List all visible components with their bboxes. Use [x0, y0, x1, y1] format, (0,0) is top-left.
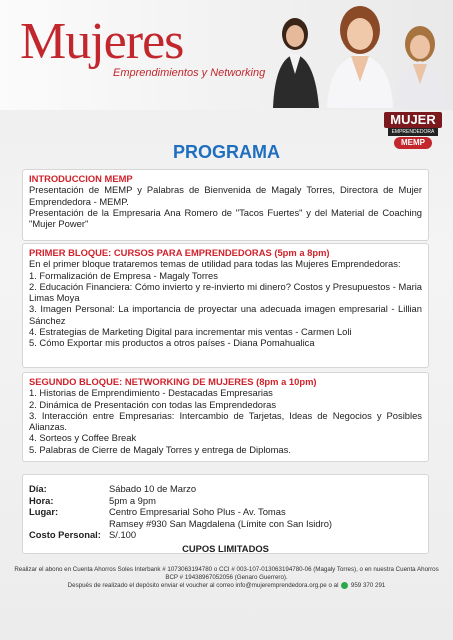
list-item: 2. Dinámica de Presentación con todas las Emprendedoras — [29, 398, 277, 410]
date-row — [29, 483, 422, 495]
list-item: 5. Palabras de Cierre de Magaly Torres y entrega de Diplomas. — [29, 443, 291, 455]
venue-row-2 — [29, 518, 422, 530]
intro-line: Presentación de MEMP y Palabras de Bienvenida de Magaly Torres, Directora de Mujer Emprendedora - MEMP. — [29, 184, 422, 207]
list-item: 1. Formalización de Empresa - Magaly Torres — [29, 269, 218, 281]
venue-row — [29, 506, 422, 518]
venue-label: Lugar: — [29, 506, 59, 517]
list-item: 2. Educación Financiera: Cómo invierto y re-invierto mi dinero? Costos y Presupuestos - Maria Limas Moya — [29, 280, 422, 304]
badge-title: MUJER — [384, 112, 442, 128]
logo-tagline: Emprendimientos y Networking — [113, 67, 266, 79]
list-item: 3. Imagen Personal: La importancia de proyectar una adecuada imagen empresarial - Lillian Sánchez — [29, 303, 422, 326]
payment-info: Realizar el abono en Cuenta Ahorros Soles Interbank # 1073063194780 o CCI # 003-107-013063194780-06 (Magaly Torres), o en nuestra Cuenta Ahorros BCP # 19438967052056 (Genaro Guerrero). — [14, 566, 439, 581]
list-item: 4. Sorteos y Coffee Break — [29, 432, 137, 444]
phone-number: 959 370 291 — [350, 582, 386, 590]
logo-text: Mujeres — [20, 13, 184, 70]
cost-label: Costo Personal: — [29, 529, 101, 540]
page-title: PROGRAMA — [173, 142, 280, 162]
badge-subtitle: EMPRENDEDORA — [388, 128, 438, 136]
second-block-list — [29, 387, 422, 455]
intro-heading: INTRODUCCION MEMP — [29, 173, 133, 184]
date-value: Sábado 10 de Marzo — [109, 483, 197, 494]
time-row — [29, 495, 422, 507]
intro-section — [22, 169, 429, 241]
time-value: 5pm a 9pm — [109, 494, 156, 506]
first-block-list — [29, 270, 422, 349]
list-item: 4. Estrategias de Marketing Digital para incrementar mis ventas - Carmen Loli — [29, 326, 352, 338]
list-item: 1. Historias de Emprendimiento - Destacadas Empresarias — [29, 387, 273, 399]
second-block-heading: SEGUNDO BLOQUE: NETWORKING DE MUJERES (8pm a 10pm) — [29, 376, 317, 387]
second-block-section — [22, 372, 429, 462]
list-item: 5. Cómo Exportar mis productos a otros países - Diana Pomahualica — [29, 337, 315, 349]
first-block-intro: En el primer bloque trataremos temas de utilidad para todas las Mujeres Emprendedoras: — [29, 258, 401, 270]
limited-seats-note: CUPOS LIMITADOS — [182, 542, 269, 554]
first-block-section — [22, 243, 429, 368]
intro-line: Presentación de la Empresaria Ana Romero de "Tacos Fuertes" y del Material de Coaching "Mujer Power" — [29, 206, 422, 230]
header — [0, 0, 453, 110]
time-label: Hora: — [29, 494, 54, 506]
date-label: Día: — [29, 483, 47, 494]
cost-value: S/.100 — [109, 529, 137, 540]
venue-value-2: Ramsey #930 San Magdalena (Límite con San Isidro) — [109, 517, 333, 529]
women-photo — [265, 4, 453, 108]
cost-row — [29, 529, 422, 541]
badge-acronym: MEMP — [394, 137, 432, 149]
whatsapp-icon — [341, 582, 348, 589]
payment-footer — [14, 566, 439, 590]
event-details — [22, 474, 429, 554]
first-block-heading: PRIMER BLOQUE: CURSOS PARA EMPRENDEDORAS (5pm a 8pm) — [29, 247, 330, 258]
venue-value: Centro Empresarial Soho Plus - Av. Tomas — [109, 506, 286, 517]
voucher-info-line — [14, 582, 439, 590]
voucher-info: Después de realizado el depósito enviar el voucher al correo info@mujeremprendedora.org.pe o al — [67, 582, 339, 590]
list-item: 3. Interacción entre Empresarias: Intercambio de Tarjetas, Ideas de Negocios y Posibles Alianzas. — [29, 409, 422, 433]
